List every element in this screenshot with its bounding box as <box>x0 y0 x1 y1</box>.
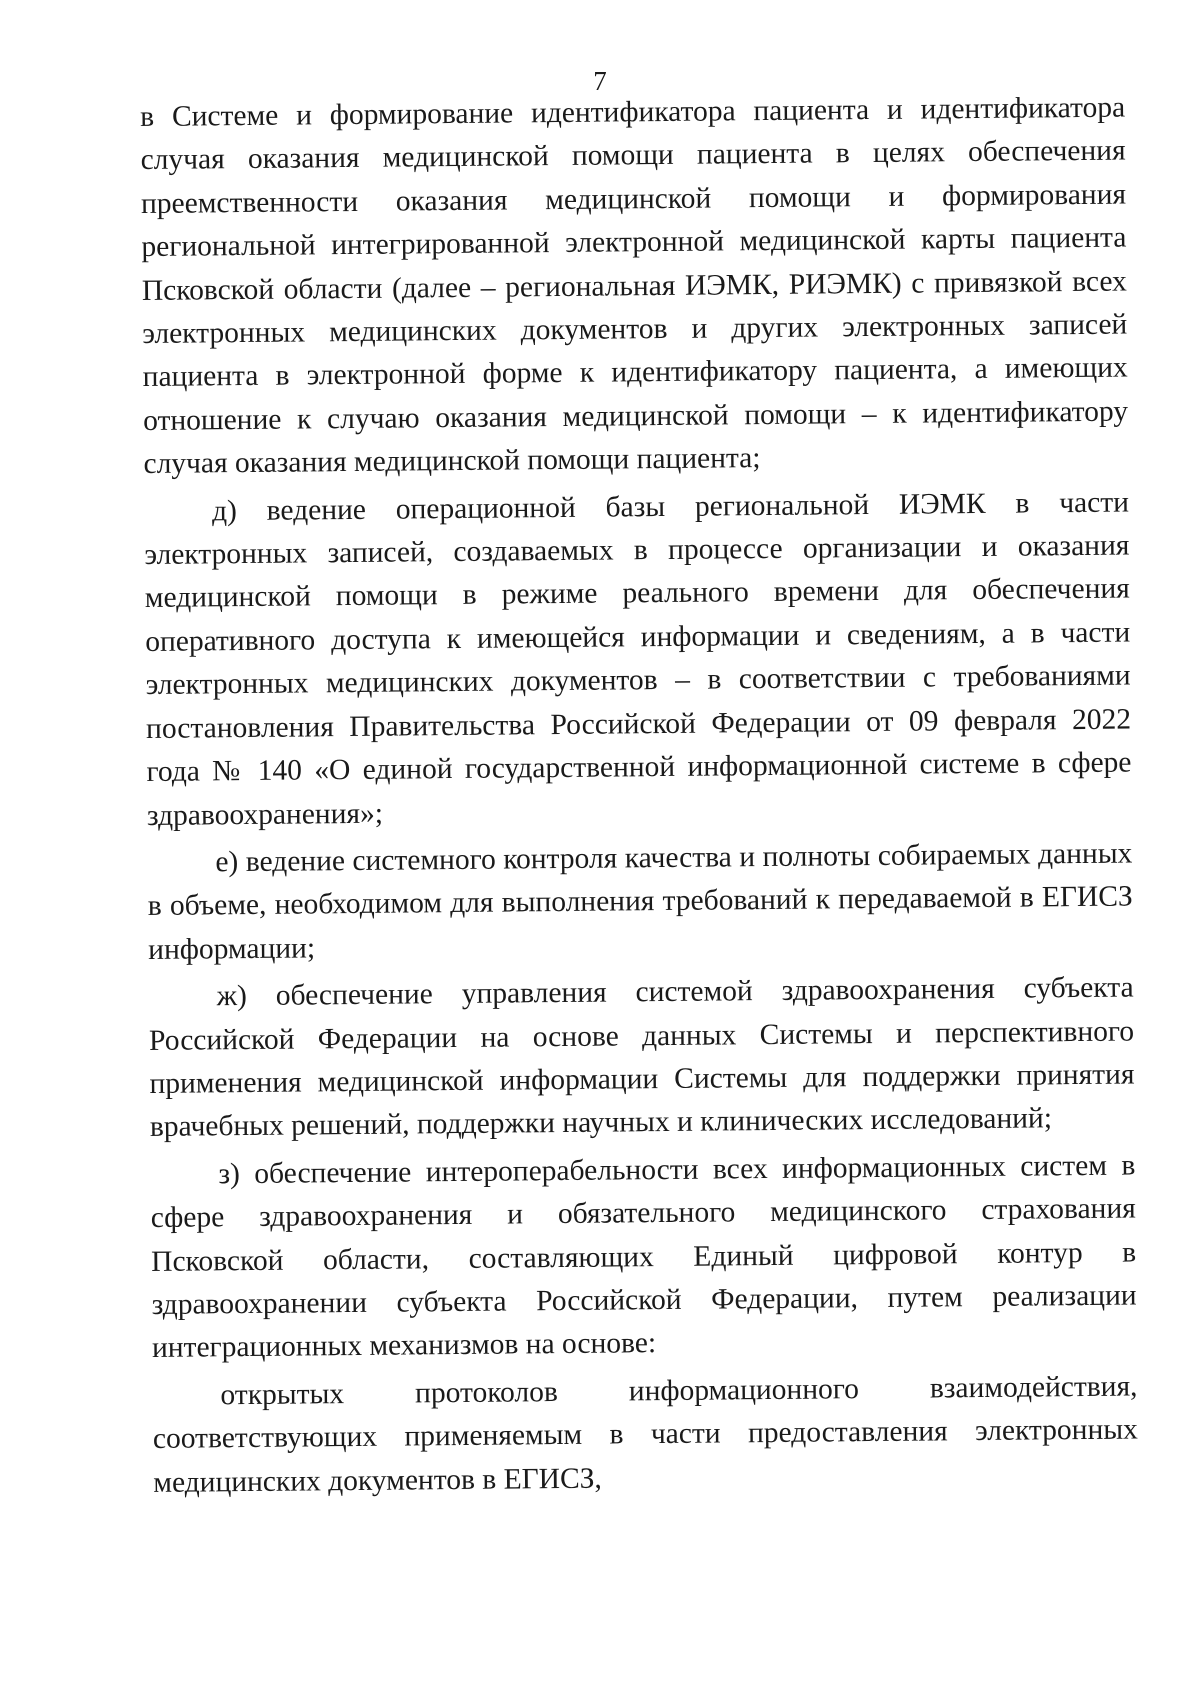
paragraph-open-protocols: открытых протоколов информационного взаимодействия, соответствующих применяемым в части предоставления электронных медицинских документов в ЕГИСЗ, <box>152 1370 1139 1499</box>
paragraph-item-d: д) ведение операционной базы региональной ИЭМК в части электронных записей, создаваемых в процессе организации и оказания медицинской помощи в режиме реального времени для обеспечения оперативного доступа к имеющейся информации и сведениям, а в части электронных медицинских документов – в соответствии с требованиями постановления Правительства Российской Федерации от 09 февраля 2022 года № 140 «О единой государственной информационной системе в сфере здравоохранения»; <box>144 486 1132 832</box>
paragraph-item-zh: ж) обеспечение управления системой здравоохранения субъекта Российской Федерации на основе данных Системы и перспективного применения медицинской информации Системы для поддержки принятия врачебных решений, поддержки научных и клинических исследований; <box>148 971 1135 1144</box>
paragraph-item-z: з) обеспечение интероперабельности всех информационных систем в сфере здравоохранения и обязательного медицинского страхования Псковской области, составляющих Единый цифровой контур в здравоохранении субъекта Российской Федерации, путем реализации интеграционных механизмов на основе: <box>150 1149 1137 1365</box>
paragraph-item-e: е) ведение системного контроля качества и полноты собираемых данных в объеме, необходимом для выполнения требований к передаваемой в ЕГИСЗ информации; <box>147 837 1133 966</box>
page-number: 7 <box>593 66 607 96</box>
paragraph-continuation: в Системе и формирование идентификатора пациента и идентификатора случая оказания медицинской помощи пациента в целях обеспечения преемственности оказания медицинской помощи и формирования региональной интегрированной электронной медицинской карты пациента Псковской области (далее – региональная ИЭМК, РИЭМК) с привязкой всех электронных медицинских документов и других электронных записей пациента в электронной форме к идентификатору пациента, а имеющих отношение к случаю оказания медицинской помощи – к идентификатору случая оказания медицинской помощи пациента; <box>140 91 1129 481</box>
document-body <box>140 87 1138 1507</box>
